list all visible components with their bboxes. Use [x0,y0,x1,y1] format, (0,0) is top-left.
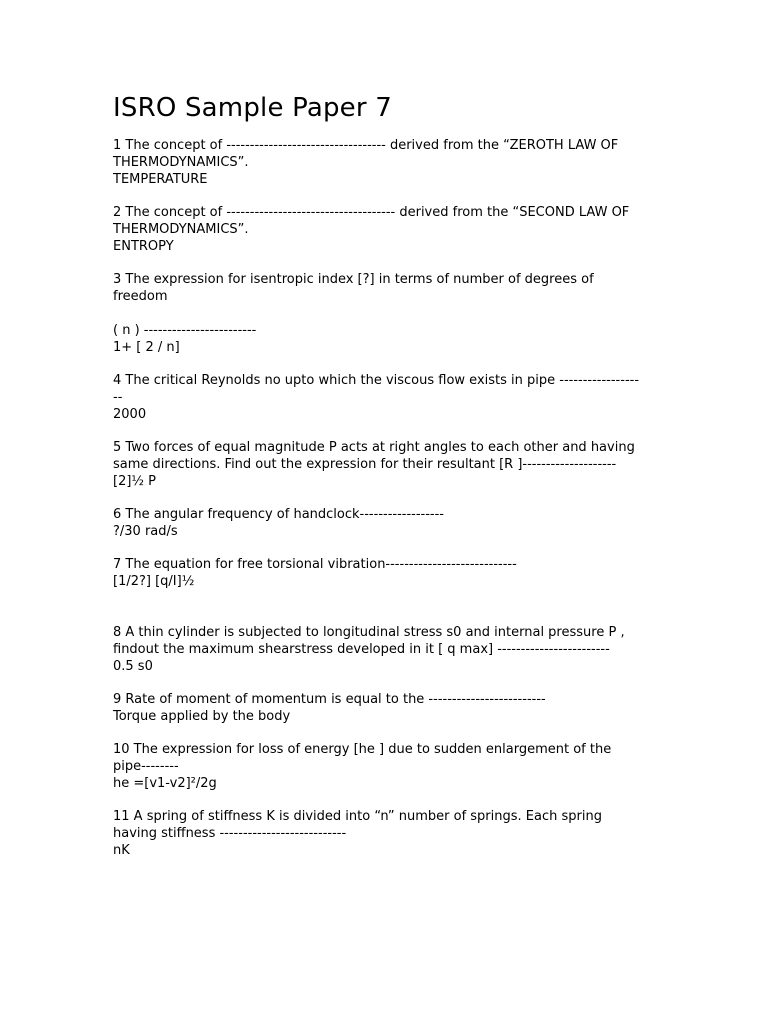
question-2 [113,204,643,255]
answer-text: TEMPERATURE [113,172,208,187]
answer-text: he =[v1-v2]²/2g [113,776,217,791]
answer-text: [2]½ P [113,474,156,489]
answer-text: 0.5 s0 [113,659,153,674]
answer-text: [1/2?] [q/I]½ [113,574,195,589]
question-8 [113,624,643,675]
answer-text: Torque applied by the body [113,709,291,724]
question-text: 5 Two forces of equal magnitude P acts at right angles to each other and having same directions. Find out the expression for their resultant [R ]-------------------- [113,440,635,472]
question-text: 4 The critical Reynolds no upto which the viscous flow exists in pipe ------------------- [113,373,640,405]
question-3 [113,271,643,356]
question-text: 7 The equation for free torsional vibration---------------------------- [113,557,517,572]
document-page [113,90,643,875]
question-text: 9 Rate of moment of momentum is equal to the ------------------------- [113,692,546,707]
answer-text: nK [113,843,130,858]
question-text: 10 The expression for loss of energy [he ] due to sudden enlargement of the pipe-------- [113,742,612,774]
question-text: 6 The angular frequency of handclock------------------ [113,507,444,522]
question-1 [113,137,643,188]
answer-text: 1+ [ 2 / n] [113,340,180,355]
question-text: 3 The expression for isentropic index [?] in terms of number of degrees of freedom [113,272,594,304]
question-4 [113,372,643,423]
question-text: ( n ) ------------------------ [113,323,257,338]
question-11 [113,808,643,859]
answer-text: ENTROPY [113,239,174,254]
question-text: 1 The concept of ---------------------------------- derived from the “ZEROTH LAW OF THERMODYNAMICS”. [113,138,619,170]
question-6 [113,506,643,540]
question-5 [113,439,643,490]
question-7 [113,556,643,590]
question-text: 2 The concept of ------------------------------------ derived from the “SECOND LAW OF THERMODYNAMICS”. [113,205,630,237]
question-10 [113,741,643,792]
answer-text: ?/30 rad/s [113,524,178,539]
blank-line [113,305,643,322]
question-text: 8 A thin cylinder is subjected to longitudinal stress s0 and internal pressure P , findout the maximum shearstress developed in it [ q max] ------------------------ [113,625,625,657]
answer-text: 2000 [113,407,147,422]
page-title: ISRO Sample Paper 7 [113,93,392,123]
question-9 [113,691,643,725]
question-text: 11 A spring of stiffness K is divided into “n” number of springs. Each spring having stiffness --------------------------- [113,809,602,841]
